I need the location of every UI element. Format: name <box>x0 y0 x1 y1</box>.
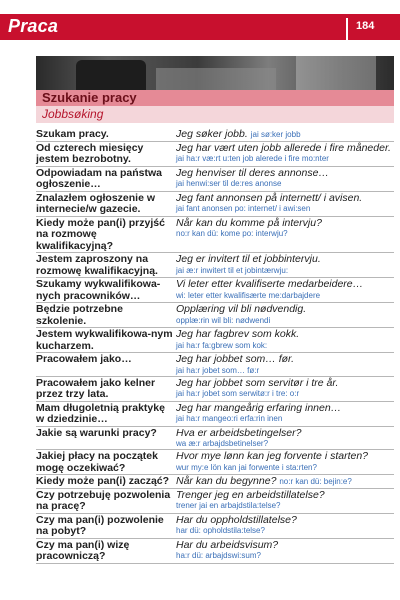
phrase-norwegian-cell <box>176 217 394 240</box>
phrase-pronunciation: no:r kan dü: bejin:e? <box>279 477 352 486</box>
phrase-row <box>36 328 394 353</box>
phrase-row <box>36 475 394 489</box>
phrase-norwegian-cell <box>176 128 394 141</box>
phrase-row <box>36 192 394 217</box>
phrase-row <box>36 402 394 427</box>
phrase-pronunciation: har dü: opholdstila:telse? <box>176 526 265 535</box>
phrase-norwegian-cell <box>176 353 394 376</box>
phrase-row <box>36 489 394 514</box>
phrase-norwegian: Jeg har jobbet som… før. <box>176 353 295 365</box>
phrase-norwegian-cell <box>176 539 394 562</box>
section-photo <box>36 56 394 90</box>
phrase-norwegian-cell <box>176 475 394 488</box>
phrase-norwegian: Når kan du begynne? <box>176 475 277 487</box>
phrase-norwegian-cell <box>176 514 394 537</box>
phrase-norwegian-cell <box>176 253 394 276</box>
phrase-norwegian: Har du arbeidsvisum? <box>176 538 279 551</box>
page-header <box>0 0 400 56</box>
page-number: 184 <box>356 20 375 32</box>
phrase-row <box>36 253 394 278</box>
header-divider <box>346 18 348 44</box>
phrase-pronunciation: jai henwi:ser til de:res anonse <box>176 179 282 188</box>
section-title-polish: Szukanie pracy <box>36 90 394 106</box>
phrase-norwegian-cell <box>176 427 394 450</box>
phrase-norwegian: Jeg har vært uten jobb allerede i fire måneder. <box>176 141 391 154</box>
phrase-norwegian: Hva er arbeidsbetingelser? <box>176 426 302 439</box>
phrase-pronunciation: ha:r dü: arbajdswi:sum? <box>176 551 261 560</box>
phrase-row <box>36 353 394 377</box>
phrase-pronunciation: jai ha:r væ:rt u:ten job alerede i fire mo:nter <box>176 154 329 163</box>
phrase-norwegian: Jeg har jobbet som servitør i tre år. <box>176 376 339 389</box>
phrase-row <box>36 278 394 303</box>
phrase-pronunciation: jai ha:r jobet som… fø:r <box>176 365 260 375</box>
phrase-norwegian: Jeg henviser til deres annonse… <box>176 166 329 179</box>
phrase-norwegian: Jeg søker jobb. <box>176 128 248 140</box>
phrase-polish: Czy potrzebuję pozwolenia na pracę? <box>36 488 171 512</box>
phrase-pronunciation: opplæ:rin wil bli: nødwendi <box>176 315 271 325</box>
phrase-norwegian-cell <box>176 450 394 473</box>
phrase-norwegian: Jeg har mangeårig erfaring innen… <box>176 401 342 414</box>
phrase-polish: Od czterech miesięcy jestem bezrobotny. <box>36 141 144 165</box>
phrase-polish: Będzie potrzebne szkolenie. <box>36 303 123 327</box>
phrase-norwegian-cell <box>176 192 394 215</box>
phrase-pronunciation: jai æ:r inwitert til et jobintærwju: <box>176 265 289 275</box>
phrase-table <box>36 128 394 564</box>
section-title-norwegian: Jobbsøking <box>36 106 394 123</box>
phrase-norwegian: Når kan du komme på intervju? <box>176 216 322 229</box>
phrase-pronunciation: no:r kan dü: kome po: interwju? <box>176 229 288 238</box>
photo-shape <box>156 68 276 90</box>
phrase-row <box>36 128 394 142</box>
phrase-row <box>36 514 394 539</box>
phrase-pronunciation: jai ha:r jobet som serwitø:r i tre: o:r <box>176 389 300 398</box>
phrase-norwegian: Jeg fant annonsen på internett/ i avisen. <box>176 191 363 204</box>
phrase-polish: Pracowałem jako kelner przez trzy lata. <box>36 376 156 400</box>
phrase-norwegian: Jeg har fagbrev som kokk. <box>176 328 300 340</box>
photo-shape <box>296 56 376 90</box>
phrase-norwegian: Har du oppholdstillatelse? <box>176 513 297 526</box>
phrase-norwegian-cell <box>176 142 394 165</box>
phrase-norwegian: Jeg er invitert til et jobbintervju. <box>176 253 321 265</box>
phrase-norwegian-cell <box>176 489 394 512</box>
section-heading <box>36 90 394 124</box>
phrase-pronunciation: wi: leter etter kwalifisærte me:darbajdere <box>176 290 321 300</box>
phrase-polish: Czy ma pan(i) pozwolenie na pobyt? <box>36 513 164 537</box>
phrase-row <box>36 450 394 475</box>
header-bar <box>0 14 400 40</box>
phrase-polish: Mam długoletnią praktykę w dziedzinie… <box>36 401 165 425</box>
chapter-title: Praca <box>8 16 59 36</box>
phrase-norwegian-cell <box>176 303 394 326</box>
phrase-row <box>36 539 394 564</box>
phrase-norwegian-cell <box>176 402 394 425</box>
phrase-pronunciation: wa æ:r arbajdsbetinelser? <box>176 439 269 448</box>
phrase-row <box>36 377 394 402</box>
phrase-norwegian: Opplæring vil bli nødvendig. <box>176 303 307 315</box>
phrase-polish: Jakie są warunki pracy? <box>36 426 157 439</box>
phrase-pronunciation: jai ha:r mangeo:ri erfa:rin inen <box>176 414 283 423</box>
phrase-row <box>36 217 394 254</box>
phrase-pronunciation: jai fant anonsen po: internet/ i awi:sen <box>176 204 311 213</box>
phrase-pronunciation: wur my:e lön kan jai forwente i sta:rten? <box>176 462 317 472</box>
phrase-polish: Szukam pracy. <box>36 128 109 140</box>
phrase-pronunciation: trener jai en arbajdstila:telse? <box>176 501 281 510</box>
phrase-polish: Pracowałem jako… <box>36 353 132 365</box>
phrase-polish: Czy ma pan(i) wizę pracowniczą? <box>36 538 130 562</box>
phrase-polish: Kiedy może pan(i) zacząć? <box>36 475 170 487</box>
phrase-pronunciation: jai sø:ker jobb <box>250 130 301 139</box>
phrase-polish: Jestem zaproszony na rozmowę kwalifikacyjną. <box>36 253 158 277</box>
phrase-row <box>36 142 394 167</box>
photo-shape <box>76 60 146 90</box>
phrase-row <box>36 167 394 192</box>
phrase-polish: Jakiej płacy na początek mogę oczekiwać? <box>36 450 158 474</box>
phrase-polish: Odpowiadam na państwa ogłoszenie… <box>36 166 163 190</box>
phrase-norwegian: Trenger jeg en arbeidstillatelse? <box>176 488 325 501</box>
phrase-norwegian-cell <box>176 328 394 351</box>
phrase-norwegian-cell <box>176 377 394 400</box>
phrase-row <box>36 303 394 328</box>
phrase-norwegian-cell <box>176 167 394 190</box>
phrase-polish: Znalazłem ogłoszenie w internecie/w gazecie. <box>36 191 156 215</box>
phrase-polish: Jestem wykwalifikowa-nym kucharzem. <box>36 328 173 352</box>
phrase-norwegian-cell <box>176 278 394 301</box>
phrase-polish: Kiedy może pan(i) przyjść na rozmowę kwalifikacyjną? <box>36 216 165 252</box>
phrase-pronunciation: jai ha:r fa:gbrew som kok: <box>176 340 268 350</box>
phrase-norwegian: Hvor mye lønn kan jeg forvente i starten? <box>176 450 369 462</box>
phrase-row <box>36 427 394 451</box>
phrase-polish: Szukamy wykwalifikowa-nych pracowników… <box>36 278 161 302</box>
phrase-norwegian: Vi leter etter kvalifiserte medarbeidere… <box>176 278 364 290</box>
